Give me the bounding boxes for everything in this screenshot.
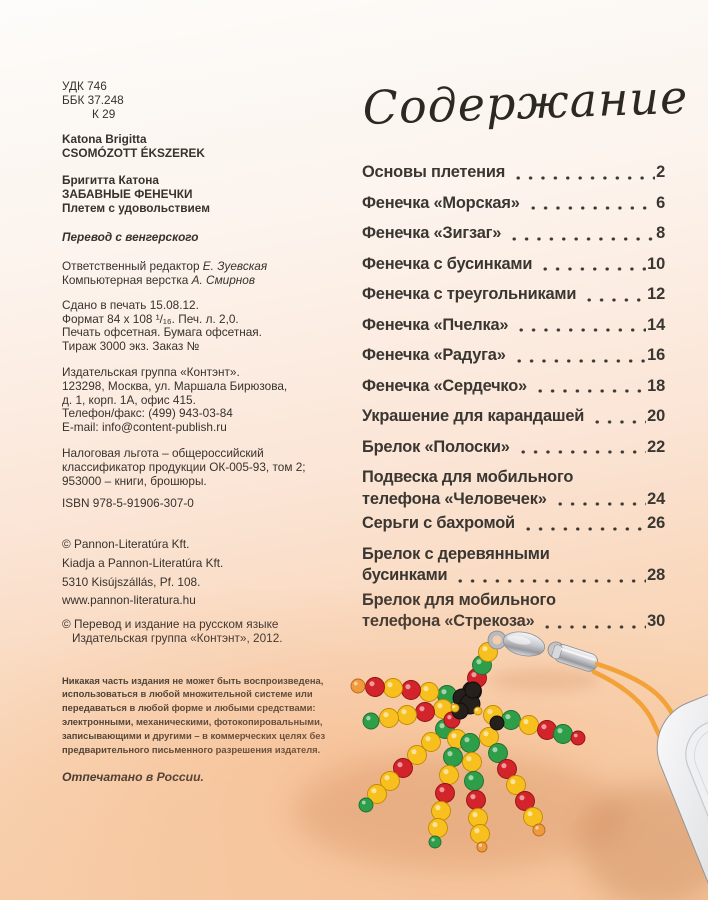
classification-block — [62, 80, 362, 121]
bead-highlight — [519, 795, 524, 800]
bead-highlight — [510, 779, 515, 784]
bead-highlight — [435, 805, 440, 810]
bead-highlight — [468, 775, 473, 780]
toc-title: Содержание — [361, 69, 690, 136]
toc-entry-title: телефона «Человечек» — [362, 489, 547, 508]
toc-entry — [362, 223, 665, 245]
toc-entry-title: Брелок «Полоски» — [362, 437, 510, 456]
bead-highlight — [492, 747, 497, 752]
bead-highlight — [535, 826, 538, 829]
bead-highlight — [439, 787, 444, 792]
text-segment: Тираж 3000 экз. Заказ № — [62, 339, 200, 354]
toc-entry — [362, 513, 665, 535]
bead — [465, 772, 484, 791]
bead-highlight — [501, 763, 506, 768]
bead — [467, 791, 486, 810]
text-segment: ЗАБАВНЫЕ ФЕНЕЧКИ — [62, 186, 193, 201]
bead-highlight — [464, 737, 469, 742]
text-line — [62, 326, 362, 340]
toc-entry-title: Украшение для карандашей — [362, 407, 585, 425]
dot-leader — [513, 437, 646, 459]
toc-entry — [362, 193, 665, 215]
bead-highlight — [401, 709, 406, 714]
bead-highlight — [384, 775, 389, 780]
text-segment: Налоговая льгота – общероссийский — [62, 445, 264, 460]
toc-entry — [362, 162, 665, 184]
bead-highlight — [431, 838, 434, 841]
toc-page-number: 6 — [656, 193, 665, 212]
text-line — [62, 461, 362, 475]
bead-highlight — [443, 769, 448, 774]
editors-block — [62, 260, 362, 288]
isbn-block — [62, 497, 362, 511]
bead — [444, 748, 463, 767]
bead-highlight — [451, 733, 456, 738]
text-line — [62, 421, 362, 435]
text-line — [62, 174, 362, 188]
bead — [554, 725, 573, 744]
toc-entry-title: Основы плетения — [362, 163, 506, 181]
text-line — [62, 147, 362, 161]
text-line — [62, 340, 362, 354]
bead-highlight — [487, 709, 492, 714]
bead-highlight — [527, 811, 532, 816]
bead-highlight — [476, 659, 481, 664]
bead — [502, 711, 521, 730]
text-segment: 5310 Kisújszállás, Pf. 108. — [62, 574, 201, 589]
toc-entry-row — [362, 162, 665, 184]
original-author-block — [62, 133, 362, 161]
bead — [432, 802, 451, 821]
translation-note — [62, 231, 362, 245]
toc-entry-row — [362, 437, 665, 459]
toc-entry-title: Серьги с бахромой — [362, 514, 515, 532]
text-segment: классификатор продукции ОК-005-93, том 2; — [62, 459, 306, 474]
text-segment: д. 1, корп. 1А, офис 415. — [62, 392, 196, 407]
bead-highlight — [425, 736, 430, 741]
toc-entry-title: бусинками — [362, 566, 448, 584]
text-segment: ISBN 978-5-91906-307-0 — [62, 496, 194, 511]
toc — [361, 69, 690, 636]
toc-entry-title: Фенечка «Морская» — [362, 193, 520, 212]
toc-entry-title: Фенечка с треугольниками — [362, 285, 577, 303]
bead-highlight — [411, 749, 416, 754]
bead-highlight — [362, 801, 366, 805]
bead-highlight — [557, 728, 562, 733]
bead — [429, 836, 441, 848]
text-line — [62, 299, 362, 313]
toc-entry — [362, 284, 665, 306]
text-segment: Kiadja a Pannon-Literatúra Kft. — [62, 555, 224, 570]
toc-entry-title: Фенечка «Сердечко» — [362, 376, 527, 395]
bead — [366, 678, 385, 697]
text-line — [62, 394, 362, 408]
bead — [363, 713, 379, 729]
bead-highlight — [471, 672, 476, 677]
toc-entry — [362, 254, 665, 276]
text-segment: Печать офсетная. Бумага офсетная. — [62, 325, 262, 340]
bead-highlight — [483, 731, 488, 736]
dot-leader — [508, 162, 655, 184]
bead-highlight — [523, 719, 528, 724]
toc-entry-row — [362, 565, 665, 587]
bead-highlight — [479, 844, 482, 847]
toc-page-number: 16 — [647, 346, 665, 364]
toc-entry — [362, 315, 665, 337]
toc-entry-title: Фенечка с бусинками — [362, 254, 533, 273]
bead — [520, 716, 539, 735]
text-line — [62, 554, 362, 573]
bead — [416, 703, 435, 722]
bead-highlight — [405, 684, 410, 689]
text-line — [62, 188, 362, 202]
text-line — [62, 380, 362, 394]
bead — [380, 709, 399, 728]
bead-highlight — [574, 734, 578, 738]
toc-entry-title-line: Подвеска для мобильного — [362, 468, 574, 486]
bead — [429, 819, 448, 838]
bead-highlight — [441, 689, 446, 694]
bead — [384, 679, 403, 698]
text-line — [62, 573, 362, 592]
toc-entry — [362, 406, 665, 428]
text-segment: Katona Brigitta — [62, 132, 147, 147]
text-line — [62, 80, 362, 94]
bead-highlight — [366, 716, 370, 720]
bead — [465, 682, 481, 698]
dot-leader — [518, 513, 646, 535]
dot-leader — [450, 565, 646, 587]
text-line — [62, 274, 362, 288]
toc-entry-row — [362, 489, 665, 511]
text-segment: © Pannon-Literatúra Kft. — [62, 537, 190, 552]
dot-leader — [509, 345, 647, 367]
publisher-address-block — [62, 366, 362, 435]
clasp-shadow — [490, 668, 600, 692]
toc-entry-row — [362, 223, 665, 245]
text-line — [62, 497, 362, 511]
text-segment: E-mail: info@content-publish.ru — [62, 420, 227, 435]
toc-entry-row — [362, 376, 665, 398]
bead-highlight — [439, 723, 444, 728]
toc-entry — [362, 345, 665, 367]
print-specs-block — [62, 299, 362, 354]
bead-highlight — [383, 712, 388, 717]
bead — [477, 842, 487, 852]
toc-entry — [362, 376, 665, 398]
bead-highlight — [470, 794, 475, 799]
bead — [474, 707, 482, 715]
dot-leader — [587, 406, 646, 428]
bead — [471, 825, 490, 844]
charm-photo-svg — [0, 590, 708, 900]
bead — [533, 824, 545, 836]
toc-entry-title: Фенечка «Зигзаг» — [362, 224, 502, 242]
toc-entry-row — [362, 513, 665, 535]
text-segment: К 29 — [92, 106, 116, 121]
toc-entry — [362, 467, 665, 510]
bead — [359, 798, 373, 812]
dot-leader — [535, 254, 646, 276]
bead-highlight — [371, 788, 376, 793]
bead-highlight — [369, 681, 374, 686]
toc-page-number: 10 — [647, 254, 665, 273]
dot-leader — [504, 223, 655, 245]
charm-photo — [0, 590, 708, 900]
toc-entry-title: Фенечка «Радуга» — [362, 346, 506, 364]
toc-entry-row — [362, 284, 665, 306]
toc-entry — [362, 544, 665, 587]
toc-page-number: 20 — [647, 407, 665, 425]
bead-highlight — [437, 703, 442, 708]
dot-leader — [579, 284, 646, 306]
bead-highlight — [472, 812, 477, 817]
text-line — [62, 260, 362, 274]
bead-highlight — [475, 708, 478, 711]
toc-page-number: 18 — [647, 376, 665, 395]
bead — [461, 734, 480, 753]
bead-highlight — [387, 682, 392, 687]
text-segment: CSOMÓZOTT ÉKSZEREK — [62, 146, 205, 161]
bead — [420, 683, 439, 702]
text-line — [62, 231, 362, 245]
toc-entry-row — [362, 345, 665, 367]
toc-entry — [362, 437, 665, 459]
text-line — [62, 94, 362, 108]
bead-highlight — [397, 762, 402, 767]
bead — [351, 679, 365, 693]
toc-entry-title-line: Брелок с деревянными — [362, 544, 550, 563]
bead-highlight — [541, 724, 546, 729]
toc-page-number: 26 — [647, 514, 665, 532]
bead-highlight — [474, 828, 479, 833]
toc-page-number: 14 — [647, 315, 665, 334]
toc-entry-row — [362, 193, 665, 215]
toc-page-number: 8 — [656, 224, 665, 242]
toc-entry-title: Фенечка «Пчелка» — [362, 315, 509, 334]
bead-highlight — [423, 686, 428, 691]
text-segment: ББК 37.248 — [62, 92, 124, 107]
text-line — [62, 447, 362, 461]
text-line — [62, 366, 362, 380]
text-segment: 953000 – книги, брошюры. — [62, 473, 207, 488]
dot-leader — [523, 193, 655, 215]
text-line — [62, 202, 362, 216]
text-segment: Перевод с венгерского — [62, 230, 199, 245]
toc-entry-row — [362, 406, 665, 428]
text-segment: Компьютерная верстка — [62, 272, 192, 287]
text-line — [62, 475, 362, 489]
dot-leader — [530, 376, 646, 398]
text-line — [62, 108, 362, 122]
bead — [451, 704, 459, 712]
bead-highlight — [447, 751, 452, 756]
toc-page-number: 22 — [647, 437, 665, 456]
text-segment: 123298, Москва, ул. Маршала Бирюзова, — [62, 378, 288, 393]
bead — [440, 766, 459, 785]
toc-entry-row — [362, 315, 665, 337]
bead — [571, 731, 585, 745]
text-segment: Плетем с удовольствием — [62, 200, 210, 215]
text-segment: Сдано в печать 15.08.12. — [62, 297, 199, 312]
text-segment: УДК 746 — [62, 79, 107, 93]
dot-leader — [550, 489, 647, 511]
bead-highlight — [432, 822, 437, 827]
toc-page-number: 28 — [647, 566, 665, 584]
toc-page-number: 12 — [647, 285, 665, 303]
russian-title-block — [62, 174, 362, 215]
toc-entry-row — [362, 254, 665, 276]
bead — [490, 716, 504, 730]
bead-highlight — [447, 715, 451, 719]
text-segment: Ответственный редактор — [62, 259, 203, 274]
bead-highlight — [505, 714, 510, 719]
text-segment: Формат 84 x 108 ¹/₁₆. Печ. л. 2,0. — [62, 311, 239, 326]
text-segment: Бригитта Катона — [62, 172, 159, 187]
text-segment: Телефон/факс: (499) 943-03-84 — [62, 406, 233, 421]
text-line — [62, 313, 362, 327]
text-segment: А. Смирнов — [191, 272, 255, 287]
bead-highlight — [354, 682, 358, 686]
bead-highlight — [419, 706, 424, 711]
toc-page-number: 2 — [656, 163, 665, 181]
bead — [463, 753, 482, 772]
text-line — [62, 407, 362, 421]
text-line — [62, 535, 362, 554]
toc-page-number: 24 — [647, 489, 665, 508]
tax-block — [62, 447, 362, 488]
text-segment: Е. Зуевская — [202, 259, 268, 274]
bead-highlight — [466, 756, 471, 761]
bead — [402, 681, 421, 700]
bead-highlight — [452, 705, 455, 708]
bead — [436, 784, 455, 803]
text-line — [62, 133, 362, 147]
text-segment: Издательская группа «Контэнт». — [62, 364, 240, 379]
bead-highlight — [482, 646, 487, 651]
dot-leader — [511, 315, 646, 337]
toc-list — [362, 162, 665, 633]
bead — [398, 706, 417, 725]
